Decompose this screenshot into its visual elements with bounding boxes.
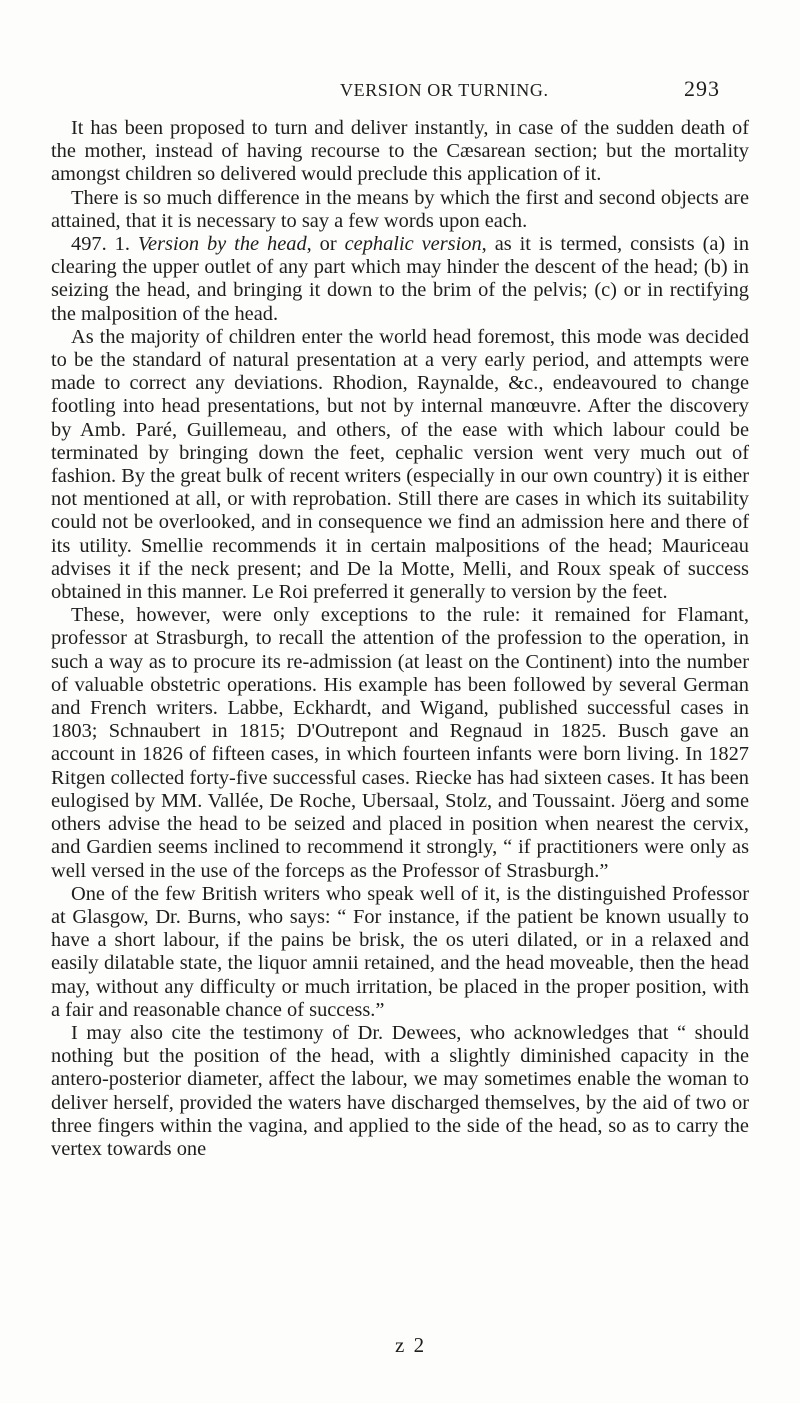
section-number: 497. 1. (71, 233, 138, 256)
paragraph: It has been proposed to turn and deliver instantly, in case of the sudden death of the mother, instead of having recourse to the Cæsarean section; but the mortality amongst children so delivered would preclude this application of it. (51, 117, 749, 186)
paragraph: These, however, were only exceptions to the rule: it remained for Flamant, professor at Strasburgh, to recall the attention of the profession to the operation, in such a way as to procure its re-admission (at least on the Continent) into the number of valuable obstetric operations. His example has been followed by several German and French writers. Labbe, Eckhardt, and Wigand, published successful cases in 1803; Schnaubert in 1815; D'Outrepont and Regnaud in 1825. Busch gave an account in 1826 of fifteen cases, in which fourteen infants were born living. In 1827 Ritgen collected forty-five successful cases. Riecke has had sixteen cases. It has been eulogised by MM. Vallée, De Roche, Ubersaal, Stolz, and Toussaint. Jöerg and some others advise the head to be seized and placed in position when nearest the cervix, and Gardien seems inclined to recommend it strongly, “ if practitioners were only as well versed in the use of the forceps as the Professor of Strasburgh.” (51, 604, 749, 882)
paragraph-text: , as it is termed, consists (a) in clearing the upper outlet of any part which may hinder the descent of the head; (b) in seizing the head, and bringing it down to the brim of the pelvis; (c) or in rectifying the malposition of the head. (51, 233, 750, 325)
paragraph: There is so much difference in the means by which the first and second objects are attained, that it is necessary to say a few words upon each. (51, 186, 749, 232)
paragraph: One of the few British writers who speak well of it, is the distinguished Professor at Glasgow, Dr. Burns, who says: “ For instance, if the patient be known usually to have a short labour, if the pains be brisk, the os uteri dilated, or in a relaxed and easily dilatable state, the liquor amnii retained, and the head moveable, then the head may, without any difficulty or much irritation, be placed in the proper position, with a fair and reasonable chance of success.” (51, 882, 749, 1021)
term-version-by-head: Version by the head (137, 233, 307, 256)
term-cephalic-version: cephalic version (344, 233, 482, 256)
page-number: 293 (684, 76, 720, 101)
paragraph-section-497 (51, 233, 749, 326)
running-head: VERSION OR TURNING. (340, 80, 549, 100)
connector-text: , or (306, 233, 345, 256)
page-header (0, 76, 800, 106)
paragraph: I may also cite the testimony of Dr. Dewees, who acknowledges that “ should nothing but the position of the head, with a slightly diminished capacity in the antero-posterior diameter, affect the labour, we may sometimes enable the woman to deliver herself, provided the waters have discharged themselves, by the aid of two or three fingers within the vagina, and applied to the side of the head, so as to carry the vertex towards one (51, 1021, 749, 1160)
body-text (51, 117, 749, 1161)
signature-mark: z 2 (395, 1333, 427, 1357)
paragraph: As the majority of children enter the world head foremost, this mode was decided to be the standard of natural presentation at a very early period, and attempts were made to correct any deviations. Rhodion, Raynalde, &c., endeavoured to change footling into head presentations, but not by internal manœuvre. After the discovery by Amb. Paré, Guillemeau, and others, of the ease with which labour could be terminated by bringing down the feet, cephalic version went very much out of fashion. By the great bulk of recent writers (especially in our own country) it is either not mentioned at all, or with reprobation. Still there are cases in which its suitability could not be overlooked, and in consequence we find an admission here and there of its utility. Smellie recommends it in certain malpositions of the head; Mauriceau advises it if the neck present; and De la Motte, Melli, and Roux speak of success obtained in this manner. Le Roi preferred it generally to version by the feet. (51, 325, 749, 604)
